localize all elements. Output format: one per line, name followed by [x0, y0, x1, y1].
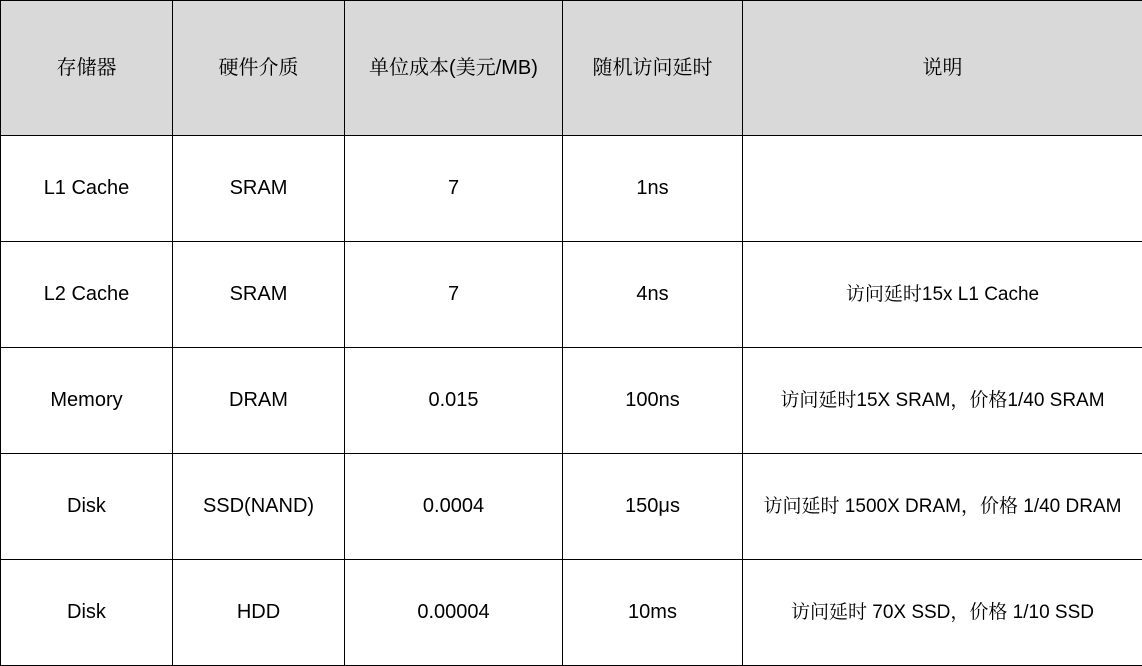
cell-storage: Memory	[1, 348, 173, 454]
table-header-row	[1, 1, 1142, 136]
cell-cost: 0.015	[345, 348, 563, 454]
cell-latency: 10ms	[563, 560, 743, 666]
cell-storage: Disk	[1, 454, 173, 560]
cell-latency: 1ns	[563, 136, 743, 242]
cell-latency: 4ns	[563, 242, 743, 348]
cell-cost: 7	[345, 136, 563, 242]
cell-medium: SSD(NAND)	[173, 454, 345, 560]
cell-cost: 0.0004	[345, 454, 563, 560]
table-body	[1, 136, 1142, 666]
table-header	[1, 1, 1142, 136]
column-header-note: 说明	[743, 1, 1142, 136]
table-row	[1, 560, 1142, 666]
cell-storage: Disk	[1, 560, 173, 666]
cell-note	[743, 136, 1142, 242]
table-row	[1, 348, 1142, 454]
cell-latency: 100ns	[563, 348, 743, 454]
cell-note: 访问延时15x L1 Cache	[743, 242, 1142, 348]
cell-cost: 7	[345, 242, 563, 348]
cell-cost: 0.00004	[345, 560, 563, 666]
column-header-latency: 随机访问延时	[563, 1, 743, 136]
cell-note: 访问延时15X SRAM，价格1/40 SRAM	[743, 348, 1142, 454]
cell-medium: SRAM	[173, 136, 345, 242]
cell-note: 访问延时 1500X DRAM，价格 1/40 DRAM	[743, 454, 1142, 560]
cell-storage: L1 Cache	[1, 136, 173, 242]
cell-note: 访问延时 70X SSD，价格 1/10 SSD	[743, 560, 1142, 666]
cell-medium: SRAM	[173, 242, 345, 348]
table-row	[1, 242, 1142, 348]
cell-latency: 150μs	[563, 454, 743, 560]
cell-medium: HDD	[173, 560, 345, 666]
cell-storage: L2 Cache	[1, 242, 173, 348]
table-row	[1, 136, 1142, 242]
cell-medium: DRAM	[173, 348, 345, 454]
column-header-cost: 单位成本(美元/MB)	[345, 1, 563, 136]
table-row	[1, 454, 1142, 560]
column-header-storage: 存储器	[1, 1, 173, 136]
column-header-medium: 硬件介质	[173, 1, 345, 136]
